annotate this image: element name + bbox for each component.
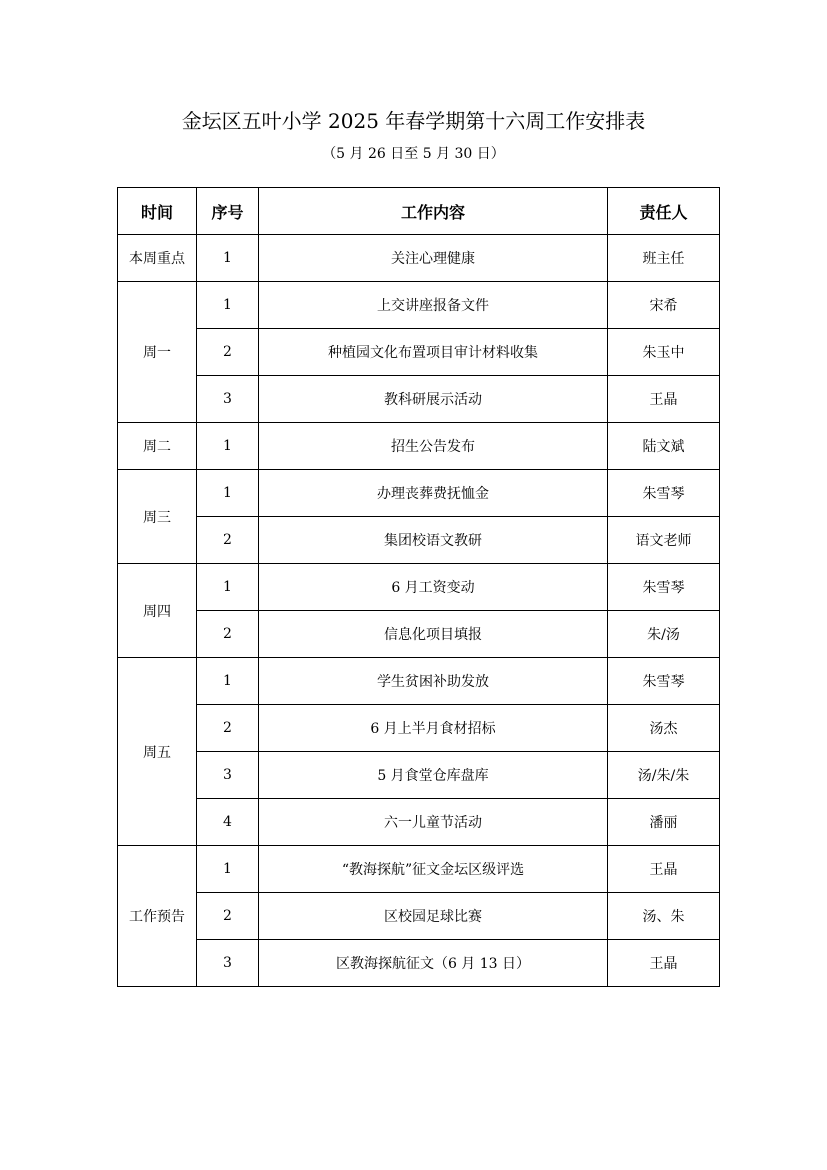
owner-cell: 朱雪琴 [608, 658, 720, 705]
seq-cell: 2 [197, 705, 259, 752]
seq-cell: 1 [197, 282, 259, 329]
table-row [118, 799, 720, 846]
seq-cell: 1 [197, 846, 259, 893]
table-row [118, 282, 720, 329]
seq-cell: 2 [197, 329, 259, 376]
page-title: 金坛区五叶小学 2025 年春学期第十六周工作安排表 [181, 109, 646, 133]
header-time: 时间 [118, 188, 197, 235]
owner-cell: 朱雪琴 [608, 564, 720, 611]
table-row [118, 329, 720, 376]
day-label: 周二 [118, 423, 197, 470]
owner-cell: 朱雪琴 [608, 470, 720, 517]
seq-cell: 2 [197, 517, 259, 564]
owner-cell: 汤、朱 [608, 893, 720, 940]
seq-cell: 2 [197, 893, 259, 940]
seq-cell: 1 [197, 470, 259, 517]
table-row [118, 611, 720, 658]
content-cell: 教科研展示活动 [259, 376, 608, 423]
seq-cell: 1 [197, 564, 259, 611]
owner-cell: 陆文斌 [608, 423, 720, 470]
seq-cell: 3 [197, 752, 259, 799]
owner-cell: 朱/汤 [608, 611, 720, 658]
seq-cell: 1 [197, 235, 259, 282]
header-content: 工作内容 [259, 188, 608, 235]
table-row [118, 470, 720, 517]
schedule-body [118, 235, 720, 987]
seq-cell: 3 [197, 940, 259, 987]
header-owner: 责任人 [608, 188, 720, 235]
content-cell: 关注心理健康 [259, 235, 608, 282]
table-row [118, 235, 720, 282]
table-row [118, 893, 720, 940]
table-row [118, 705, 720, 752]
seq-cell: 1 [197, 658, 259, 705]
owner-cell: 语文老师 [608, 517, 720, 564]
content-cell: 招生公告发布 [259, 423, 608, 470]
table-row [118, 517, 720, 564]
content-cell: 学生贫困补助发放 [259, 658, 608, 705]
owner-cell: 潘丽 [608, 799, 720, 846]
owner-cell: 朱玉中 [608, 329, 720, 376]
content-cell: 六一儿童节活动 [259, 799, 608, 846]
schedule-table [117, 187, 720, 987]
content-cell: 集团校语文教研 [259, 517, 608, 564]
owner-cell: 王晶 [608, 940, 720, 987]
day-label: 本周重点 [118, 235, 197, 282]
table-row [118, 423, 720, 470]
seq-cell: 4 [197, 799, 259, 846]
content-cell: 5 月食堂仓库盘库 [259, 752, 608, 799]
owner-cell: 王晶 [608, 846, 720, 893]
content-cell: 6 月工资变动 [259, 564, 608, 611]
table-row [118, 846, 720, 893]
table-row [118, 940, 720, 987]
day-label: 周四 [118, 564, 197, 658]
owner-cell: 班主任 [608, 235, 720, 282]
table-row [118, 376, 720, 423]
header-row [118, 188, 720, 235]
content-cell: “教海探航”征文金坛区级评选 [259, 846, 608, 893]
owner-cell: 王晶 [608, 376, 720, 423]
seq-cell: 3 [197, 376, 259, 423]
content-cell: 上交讲座报备文件 [259, 282, 608, 329]
owner-cell: 汤杰 [608, 705, 720, 752]
content-cell: 办理丧葬费抚恤金 [259, 470, 608, 517]
content-cell: 区校园足球比赛 [259, 893, 608, 940]
table-row [118, 564, 720, 611]
seq-cell: 2 [197, 611, 259, 658]
day-label: 周三 [118, 470, 197, 564]
content-cell: 6 月上半月食材招标 [259, 705, 608, 752]
day-label: 周一 [118, 282, 197, 423]
content-cell: 种植园文化布置项目审计材料收集 [259, 329, 608, 376]
date-range-subtitle: （5 月 26 日至 5 月 30 日） [322, 146, 505, 162]
content-cell: 区教海探航征文（6 月 13 日） [259, 940, 608, 987]
owner-cell: 汤/朱/朱 [608, 752, 720, 799]
content-cell: 信息化项目填报 [259, 611, 608, 658]
table-row [118, 752, 720, 799]
table-row [118, 658, 720, 705]
day-label: 周五 [118, 658, 197, 846]
seq-cell: 1 [197, 423, 259, 470]
header-seq: 序号 [197, 188, 259, 235]
owner-cell: 宋希 [608, 282, 720, 329]
day-label: 工作预告 [118, 846, 197, 987]
